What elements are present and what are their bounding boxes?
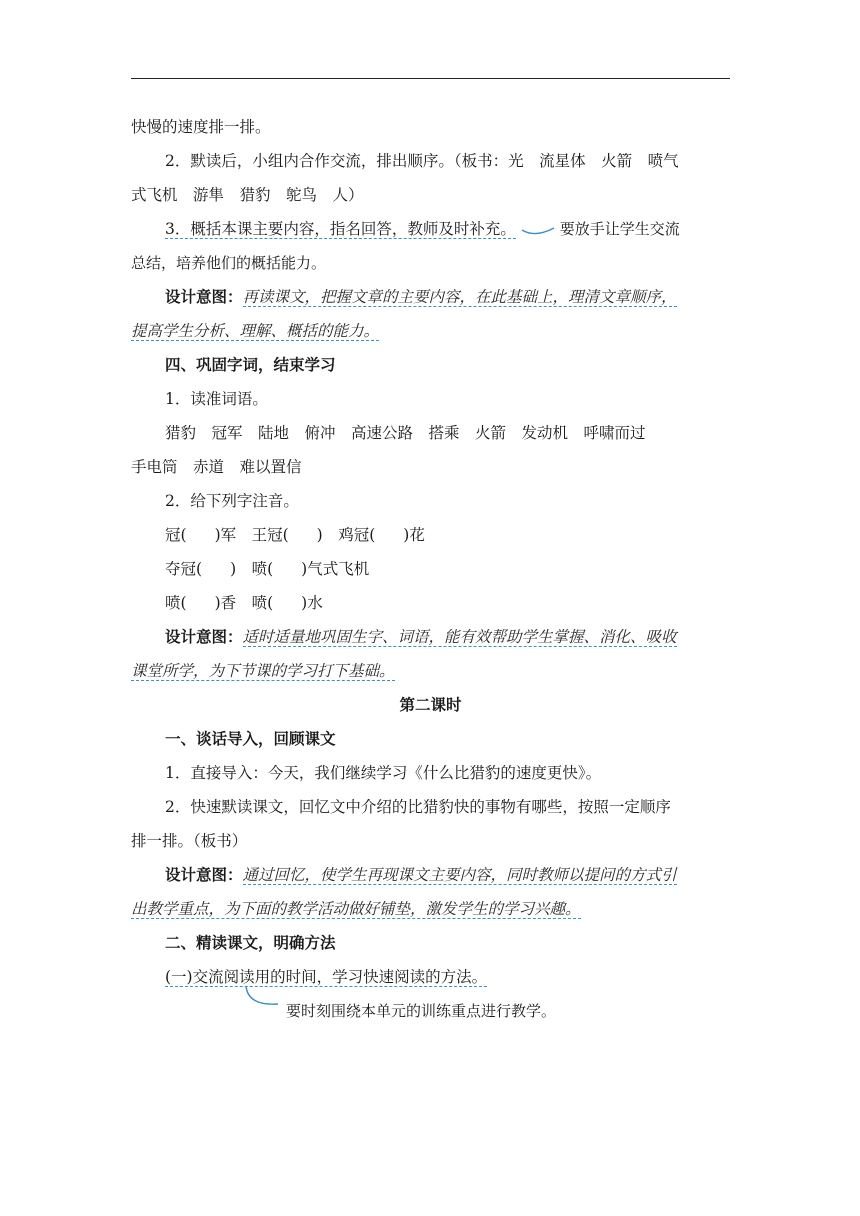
header-rule xyxy=(131,78,730,79)
design-intent xyxy=(131,858,730,892)
design-intent xyxy=(131,280,730,314)
section-heading: 二、精读课文，明确方法 xyxy=(165,934,336,952)
section-heading: 一、谈话导入，回顾课文 xyxy=(165,730,336,748)
margin-note-continued: 总结，培养他们的概括能力。 xyxy=(131,254,327,272)
document-body xyxy=(131,110,730,1020)
design-intent-text: 通过回忆，使学生再现课文主要内容，同时教师以提问的方式引 xyxy=(242,866,677,884)
paragraph: 2．默读后，小组内合作交流，排出顺序。（板书：光 流星体 火箭 喷气 xyxy=(165,152,679,170)
paragraph: 2．快速默读课文，回忆文中介绍的比猎豹快的事物有哪些，按照一定顺序 xyxy=(165,798,671,816)
paragraph: 快慢的速度排一排。 xyxy=(131,118,271,136)
design-intent-continued: 提高学生分析、理解、概括的能力。 xyxy=(131,322,380,340)
paragraph: 式飞机 游隼 猎豹 鸵鸟 人） xyxy=(131,186,364,204)
word-list: 猎豹 冠军 陆地 俯冲 高速公路 搭乘 火箭 发动机 呼啸而过 xyxy=(165,424,646,442)
pinyin-exercise-row: 夺冠( ) 喷( )气式飞机 xyxy=(165,560,370,578)
word-list-continued: 手电筒 赤道 难以置信 xyxy=(131,458,302,476)
annotation-curve-icon xyxy=(521,224,555,236)
paragraph xyxy=(131,960,730,994)
margin-note: 要时刻围绕本单元的训练重点进行教学。 xyxy=(286,1002,557,1020)
annotation-curve-icon xyxy=(244,984,280,1010)
design-intent-continued: 课堂所学，为下节课的学习打下基础。 xyxy=(131,662,395,680)
design-intent xyxy=(131,620,730,654)
design-intent-label: 设计意图： xyxy=(165,866,243,884)
design-intent-text: 再读课文，把握文章的主要内容，在此基础上，理清文章顺序， xyxy=(242,288,677,306)
design-intent-label: 设计意图： xyxy=(165,288,243,306)
section-heading: 四、巩固字词，结束学习 xyxy=(165,356,336,374)
pinyin-exercise-row: 喷( )香 喷( )水 xyxy=(165,594,323,612)
margin-note: 要放手让学生交流 xyxy=(559,220,680,238)
design-intent-label: 设计意图： xyxy=(165,628,243,646)
design-intent-text: 适时适量地巩固生字、词语，能有效帮助学生掌握、消化、吸收 xyxy=(242,628,677,646)
underlined-text: 3．概括本课主要内容，指名回答，教师及时补充。 xyxy=(165,220,516,238)
underlined-text: (一)交流阅读用的时间，学习快速阅读的方法。 xyxy=(165,968,488,986)
paragraph: 1．直接导入：今天，我们继续学习《什么比猎豹的速度更快》。 xyxy=(165,764,602,782)
lesson-title: 第二课时 xyxy=(399,696,462,714)
paragraph: 1．读准词语。 xyxy=(165,390,268,408)
pinyin-exercise-row: 冠( )军 王冠( ) 鸡冠( )花 xyxy=(165,526,425,544)
paragraph: 2．给下列字注音。 xyxy=(165,492,299,510)
paragraph: 排一排。（板书） xyxy=(131,832,248,850)
paragraph xyxy=(131,212,730,246)
design-intent-continued: 出教学重点，为下面的教学活动做好铺垫，激发学生的学习兴趣。 xyxy=(131,900,581,918)
